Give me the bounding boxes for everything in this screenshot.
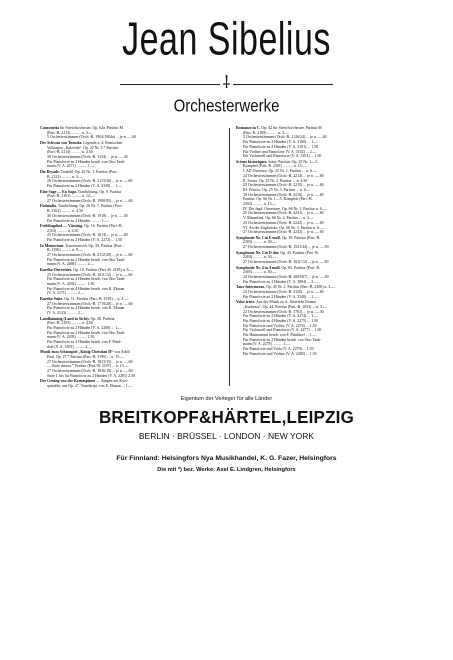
genre-heading: Orchesterwerke <box>173 96 280 117</box>
work-entry-text: Tonbild. Op. 45 Nr. 1. Partitur (Part.- <box>60 169 119 174</box>
work-entry <box>236 266 420 285</box>
work-entry-line: Für Pianoforte zu 4 Händen (V. A. 3101) ... 1.50 <box>243 144 319 149</box>
work-entry-line: I. All' Overtura. Op. 25 Nr. 1. Partitur ... n. 6.— <box>243 169 317 174</box>
work-entry-text: Op. 11. Partitur (Part.-B. 1918) ... n. 4.— <box>64 296 129 301</box>
work-entry-text: Trauermarsch. Op. 59. Partitur (Part.- <box>65 243 124 248</box>
work-entry-line: 2305) .......... n. 30.— <box>243 270 277 275</box>
work-entry-line: 25 Orchesterstimmen (Orch.-B. 2241) ... je n. —.60 <box>243 211 324 216</box>
works-list <box>40 126 420 416</box>
work-entry-line: V. Minnelied. Op. 66 Nr. 2. Partitur ... n. 3.— <box>243 216 314 221</box>
work-entry-line: Partitur. Op. 66 Nr. 1—3. Komplett (Part.-B. <box>243 197 313 202</box>
work-entry <box>40 204 224 223</box>
work-entry-line: Für Pianoforte und Violine (V. A. 2280) ... 1.50 <box>243 351 317 356</box>
work-entry <box>40 268 224 296</box>
work-entry-line: 24 Orchesterstimmen (Orch.-B. 2063/67) ... je n. —.90 <box>243 274 329 279</box>
work-entry-text: für Streichorchester. Op. 62a. Partitur M <box>60 126 123 130</box>
work-entry-line: dorf (V. A. 3109) .......... 2.— <box>47 344 93 349</box>
work-entry-line: 27 Orchesterstimmen (Orch.-B. 1816/18) ... je n. —.60 <box>47 369 133 374</box>
work-entry-line: 25 Orchesterstimmen (Orch.-B. 2215) ... je n. —.60 <box>243 183 324 188</box>
work-entry-text: Tondichtung. Op. 9. Partitur <box>77 189 122 194</box>
work-entry-line: Für Pianoforte zu 4 Händen bearb. von K. Ekman <box>47 306 125 311</box>
work-entry-line: Für Pianoforte zu 2 Händen (V. A. 3100) ... 1.— <box>243 140 319 145</box>
work-title: Scènes historiques. <box>236 159 268 164</box>
work-entry-line: Für Pianoforte zu 2 Händen (V. A. 2274) ... 1.— <box>243 314 319 319</box>
work-entry-line: 30 Orchesterstimmen (Orch.-B. 1334) ... je n. —.30 <box>47 155 128 160</box>
work-entry-line: 5 Orchesterstimmen (Orch.-B. 1904/1904a) ... je n. —.60 <box>47 135 137 140</box>
work-entry-line: Für Violoncell und Pianoforte (V. A. 2277) ... 1.50 <box>243 328 322 333</box>
finland-distributor: Für Finnland: Helsingfors Nya Musikhandel, K. G. Fazer, Helsingfors <box>116 455 337 462</box>
work-entry-line: Für Pianoforte zu 2 Händen (V. A. 2200) ... 1.— <box>47 326 123 330</box>
work-entry-line: Volksepos „Kalevala“. Op. 22 Nr. 3.* Partitur <box>47 145 119 150</box>
work-entry <box>40 224 224 243</box>
work-title: Landkänning (Land in Sicht). <box>40 316 90 321</box>
work-entry-line: „Kuolema“. Op. 44. Partitur (Part.-B. 1833) ... n. 3.— <box>243 304 327 309</box>
work-entry-line: (V. A. 2143) .......... 2.— <box>47 311 85 316</box>
work-entry-line: — Suite daraus.* Partitur (Part.-B. 2197) ... n. 15.— <box>47 364 129 369</box>
work-entry-line: B. 2190) .......... n. 9.— <box>47 248 83 253</box>
work-entry-line: 30 Orchesterstimmen (Orch.-B. 1918) ... je n. —.30 <box>47 213 128 218</box>
work-entry <box>236 251 420 265</box>
rights-note: Die mit *) bez. Werke: Axel E. Lindgren, Helsingfors <box>157 467 296 473</box>
work-title: Canzonetta <box>40 126 60 130</box>
work-entry-line: Für Pianoforte und Violine (V. A. 2276) ... 1.50 <box>243 323 317 328</box>
work-entry-line: 24 Orchesterstimmen (Orch.-B. 2214) ... je n. —.60 <box>243 173 324 178</box>
work-entry-text: Op. 16. Partitur (Part.-B. <box>84 224 123 229</box>
publisher-name: BREITKOPF&HÄRTEL,LEIPZIG <box>98 407 355 428</box>
work-entry-line: Für Pianoforte zu 2 Händen bearb. von Otto Taub- <box>47 257 126 262</box>
publisher-cities: BERLIN · BRÜSSEL · LONDON · NEW YORK <box>138 431 315 441</box>
work-entry-line: B. 2123) .......... n. 3.— <box>47 174 83 179</box>
work-entry-line: (Part.-B. 2114) .......... n. 4.50 <box>47 150 93 155</box>
work-title: Frühlingslied — Vårsång. <box>40 224 84 229</box>
work-entry <box>236 285 420 299</box>
work-entry-text: Legende a. d. Finnischen <box>83 140 123 145</box>
work-entry <box>40 141 224 169</box>
work-title: Karelia-Suite. <box>40 296 64 301</box>
work-entry <box>40 317 224 350</box>
work-title: Romanze in C. <box>236 126 261 130</box>
work-entry-line: IV. Die Jagd. Ouverture. Op. 66 Nr. 1. Partitur n. 6.— <box>243 206 327 211</box>
work-entry-line: Für Violoncell und Pianoforte (V. A. 3103) ... 1.50 <box>243 154 322 159</box>
work-entry-line: Für Pianoforte zu 4 Händen bearb. von F. Plaid- <box>47 340 122 345</box>
work-entry <box>40 350 224 378</box>
work-entry <box>40 170 224 189</box>
work-entry <box>40 244 224 268</box>
work-entry-text: Aus der Musik zu A. Järnefelts Drama <box>256 300 316 305</box>
work-title: Die Dryade. <box>40 169 60 174</box>
works-column-right <box>236 126 420 357</box>
work-entry-line: 5 Orchesterstimmen (Orch.-B. 2126/24) ... je n. —.60 <box>243 135 327 140</box>
work-entry <box>40 297 224 316</box>
work-entry-line: spindeln, aus Op. 27. Transkript. von E. Ekman ... 1.— <box>47 384 133 389</box>
work-entry-line: 25 Orchesterstimmen (Orch.-B. 1811/12) ... je n. —.60 <box>47 272 133 277</box>
work-entry-line: Für Pianoforte zu 2 Händen (V. A. 3804) ... 3.— <box>243 279 319 284</box>
work-entry-text: Op. 43. Partitur (Part.-B. <box>280 250 319 255</box>
work-title: Finlandia. <box>40 204 57 209</box>
work-entry-line: Suite I. bis für Pianoforte zu 2 Händen (V. A. 2281) 2.50 <box>47 373 135 378</box>
work-entry-line: mann (V. A. 2466) .......... 2.— <box>47 262 95 267</box>
work-entry-line: 27 Orchesterstimmen (Orch.-B. 2243) ... je n. —.60 <box>243 230 324 235</box>
work-entry <box>236 300 420 356</box>
work-entry-line: B. 2162) .......... n. 4.50 <box>47 209 83 214</box>
title-ornament <box>120 73 333 92</box>
work-entry-line: Für Pianoforte zu 4 Händen bearb. von K. Ekman <box>47 286 125 291</box>
work-entry-line: Komplett (Part.-B. 2301) .......... n. 15.— <box>243 164 307 169</box>
work-entry-text: von Adolf <box>114 350 130 355</box>
work-entry-line: 2163) .......... n. 4.50 <box>47 228 79 233</box>
work-entry-line: 27 Orchesterstimmen (Orch.-B. 1719/20) ... je n. —.60 <box>47 301 133 306</box>
work-entry-line: Für Pianoforte zu 2 Händen bearb. von Otto Taub- <box>243 337 322 342</box>
work-entry-line: 25 Orchesterstimmen (Orch.-B. 2242) ... je n. —.60 <box>243 220 324 225</box>
work-entry-line: (Part.-B. 2113) .......... n. 3.— <box>47 130 93 135</box>
work-entry-line: Für Pianoforte zu 2 Händen bearb. von Otto Taub- <box>47 277 126 282</box>
work-entry-line: mann (V. A. 2278) .......... 1.— <box>243 342 291 347</box>
work-entry-line: mann (V. A. 2295) .......... 1.50 <box>47 335 95 340</box>
work-entry <box>40 379 224 388</box>
work-title: Der Schwan von Tuonela. <box>40 140 83 145</box>
works-column-left <box>40 126 224 390</box>
work-entry-line: Für Harmonium bearb. von F. Plaiddorf ... 1.— <box>243 333 317 338</box>
work-entry-line: Für Pianoforte zu 2 Händen (V. A. 2272) ... 1.50 <box>47 238 123 243</box>
work-entry-line: Für Violine und Pianoforte (V. A. 3102) ... 2.— <box>243 149 317 154</box>
work-entry-line: mann (V. A. 2271) .......... 1.— <box>47 164 95 169</box>
work-title: Symphonie Nr. 4 in A moll. <box>236 265 281 270</box>
work-entry-line: 2303) .......... n. 30.— <box>243 240 277 245</box>
work-entry-line: Für Pianoforte zu 2 Händen .......... 1.— <box>47 218 109 223</box>
work-title: Musik zum Schauspiel „König Christian II“ <box>40 350 114 355</box>
column-divider <box>229 128 230 386</box>
work-entry-text: Tondichtung. Op. 26 Nr. 7. Partitur (Part.- <box>57 204 124 209</box>
work-entry-line: 25 Orchesterstimmen (Orch.-B. 1613) ... je n. —.60 <box>47 233 128 238</box>
work-entry-line: Für Pianoforte zu 2 Händen bearb. von Otto Taub- <box>47 159 126 164</box>
work-title: Karelia-Ouvertüre. <box>40 267 73 272</box>
work-entry-line: VI. An der Zugbrücke. Op. 66 Nr. 3. Partitur n. 6.— <box>243 225 324 230</box>
work-entry-line: (Part.-B. 2195) .......... n. 4.50 <box>47 321 93 326</box>
work-entry-line: 27 Orchesterstimmen (Orch.-B. 1813/15) ... je n. —.60 <box>47 359 133 364</box>
work-title: Tanz-Intermezzo. <box>236 285 266 290</box>
work-entry-line: 24 Orchesterstimmen (Orch.-B. 2120) ... je n. —.60 <box>243 289 324 294</box>
work-title: In Memoriam. <box>40 243 65 248</box>
work-entry <box>40 126 224 140</box>
rights-notice: Eigentum der Verleger für alle Länder <box>180 396 273 402</box>
work-entry-text: Op. 39. Partitur (Part.-B. <box>281 235 321 240</box>
work-entry-text: Op. 10. Partitur (Part.-B. 2185) n. 6.— <box>73 267 134 272</box>
work-entry-text: Op. 45 Nr. 2. Partitur (Part.-B. 2306) n. 3.— <box>266 285 336 290</box>
work-entry-line: Für Pianoforte zu 4 Händen (V. A. 2275) ... 1.50 <box>243 318 319 323</box>
work-title: Valse triste. <box>236 300 256 305</box>
work-entry-line: (V. A. 2171) .......... 2.— <box>47 291 85 296</box>
work-entry-text: Op. 20. Partitur <box>90 316 115 321</box>
work-entry <box>40 190 224 204</box>
work-entry <box>236 236 420 250</box>
work-entry-line: 27 Orchesterstimmen (Orch.-B. 2112/28) ... je n. —.60 <box>47 253 133 258</box>
work-entry-line: (Part.-B. 2161) .......... n. 12.— <box>47 194 95 199</box>
work-entry-line: (Part.-B. 2199) .......... n. 3.— <box>243 130 289 135</box>
work-entry-text: Op. 63. Partitur (Part.-B. <box>281 265 321 270</box>
publisher-block <box>0 396 453 473</box>
work-title: Eine Sage — En Saga. <box>40 189 77 194</box>
work-entry-line: Für Pianoforte zu 2 Händen bearb. von Otto Taub- <box>47 330 126 335</box>
work-entry-line: Für Pianoforte zu 2 Händen (V. A. 3340) ... 1.— <box>243 294 319 299</box>
work-entry <box>236 126 420 159</box>
work-entry-line: 26 Orchesterstimmen (Orch.-B. 2113/26) ... je n. —.60 <box>47 179 133 184</box>
work-entry-line: II. Scena. Op. 25 Nr. 2. Partitur ... n. 4.50 <box>243 178 308 183</box>
work-entry-line: Für Pianoforte und Viola (V. A. 2279) ... 1.50 <box>243 347 314 352</box>
work-entry-line: 27 Orchesterstimmen (Orch.-B. 1611/12) ... je n. —.90 <box>243 260 329 265</box>
composer-name: Jean Sibelius <box>122 14 331 66</box>
work-entry-text: Suite. Partitur. Op. 25 Nr. 1—3. <box>268 159 318 164</box>
dagger-ornament-icon: ⸸ <box>220 74 234 91</box>
work-entry-line: Für Pianoforte zu 2 Händen (V. A. 3339) ... 1.— <box>47 184 123 189</box>
work-entry-line: III. Festivo. Op. 25 Nr. 3. Partitur ... n. 6.— <box>243 187 311 192</box>
work-title: Symphonie Nr. 1 in E moll. <box>236 235 281 240</box>
work-entry-line: 27 Orchesterstimmen (Orch.-B. 1541/44) ... je n. —.90 <box>243 245 329 250</box>
work-entry-text: Op. 42 für Streichorchester. Partitur M <box>261 126 322 130</box>
work-entry-line: 2304) .......... n. 30.— <box>243 255 277 260</box>
work-entry-line: 2302) .......... n. 15.— <box>243 202 277 207</box>
work-entry <box>236 160 420 235</box>
work-entry-line: 27 Orchesterstimmen (Orch.-B. 1990/95) ... je n. —.60 <box>47 198 133 203</box>
work-title: Symphonie Nr. 2 in D dur. <box>236 250 280 255</box>
work-entry-line: 30 Orchesterstimmen (Orch.-B. 2216) ... je n. —.60 <box>243 192 324 197</box>
work-entry-line: Paul. Op. 27.* Partitur (Part.-B. 2196) ... n. 15.— <box>47 355 124 360</box>
work-title: Der Gesang von der Kreuzspinne <box>40 379 96 384</box>
work-entry-line: mann (V. A. 2292) .......... 1.50 <box>47 282 95 287</box>
work-entry-text: — Sången om Kors- <box>96 379 129 384</box>
work-entry-line: 22 Orchesterstimmen (Orch.-B. 1763) ... je n. —.30 <box>243 309 324 314</box>
